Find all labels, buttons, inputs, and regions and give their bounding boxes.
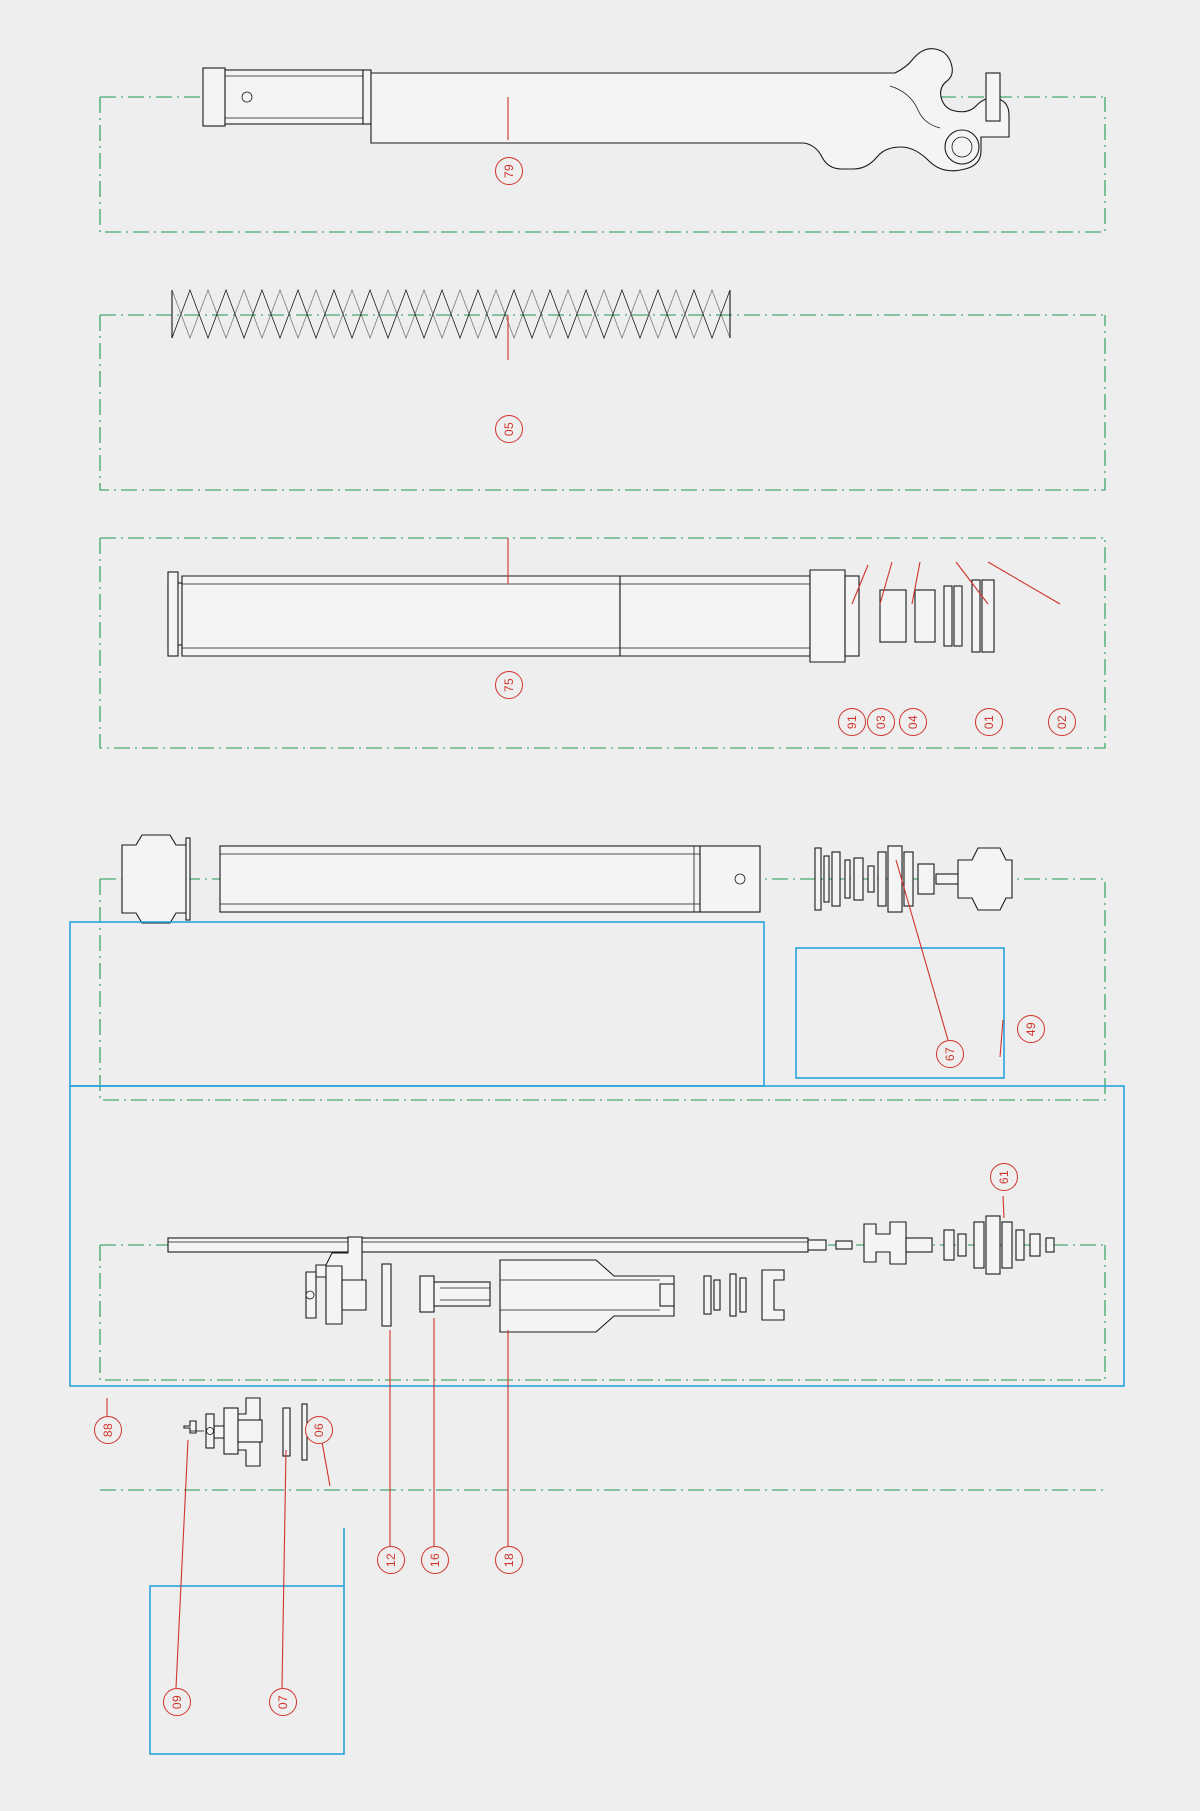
callout-label: 88 bbox=[100, 1422, 115, 1438]
callout-label: 06 bbox=[311, 1422, 326, 1438]
callout-label: 67 bbox=[942, 1046, 957, 1062]
callout-label: 09 bbox=[169, 1694, 184, 1710]
part-75-stanchion-tube bbox=[168, 570, 994, 662]
callout-label: 05 bbox=[501, 421, 516, 437]
callout-label: 03 bbox=[873, 714, 888, 730]
callout-07[interactable] bbox=[269, 1688, 297, 1716]
callout-75[interactable] bbox=[495, 671, 523, 699]
callout-01[interactable] bbox=[975, 708, 1003, 736]
callout-79[interactable] bbox=[495, 157, 523, 185]
callout-label: 01 bbox=[981, 714, 996, 730]
callout-04[interactable] bbox=[899, 708, 927, 736]
callout-49[interactable] bbox=[1017, 1015, 1045, 1043]
parts-bottom-subassembly bbox=[184, 1398, 307, 1466]
callout-label: 61 bbox=[996, 1169, 1011, 1185]
callout-label: 49 bbox=[1023, 1021, 1038, 1037]
callout-02[interactable] bbox=[1048, 708, 1076, 736]
callout-03[interactable] bbox=[867, 708, 895, 736]
callout-05[interactable] bbox=[495, 415, 523, 443]
callout-18[interactable] bbox=[495, 1546, 523, 1574]
callout-67[interactable] bbox=[936, 1040, 964, 1068]
callout-label: 12 bbox=[383, 1552, 398, 1568]
callout-16[interactable] bbox=[421, 1546, 449, 1574]
callout-91[interactable] bbox=[838, 708, 866, 736]
callout-label: 75 bbox=[501, 677, 516, 693]
callout-label: 91 bbox=[844, 714, 859, 730]
callout-61[interactable] bbox=[990, 1163, 1018, 1191]
part-61-damper-shaft bbox=[168, 1216, 1054, 1274]
group-boxes bbox=[70, 922, 1124, 1754]
callout-06[interactable] bbox=[305, 1416, 333, 1444]
callout-label: 18 bbox=[501, 1552, 516, 1568]
part-79-fork-leg bbox=[203, 49, 1009, 171]
callout-label: 79 bbox=[501, 163, 516, 179]
callout-label: 04 bbox=[905, 714, 920, 730]
callout-12[interactable] bbox=[377, 1546, 405, 1574]
callout-label: 02 bbox=[1054, 714, 1069, 730]
callout-label: 16 bbox=[427, 1552, 442, 1568]
part-05-coil-spring bbox=[172, 290, 730, 338]
callout-88[interactable] bbox=[94, 1416, 122, 1444]
callout-label: 07 bbox=[275, 1694, 290, 1710]
callout-09[interactable] bbox=[163, 1688, 191, 1716]
part-49-valve-stack bbox=[815, 846, 1012, 912]
